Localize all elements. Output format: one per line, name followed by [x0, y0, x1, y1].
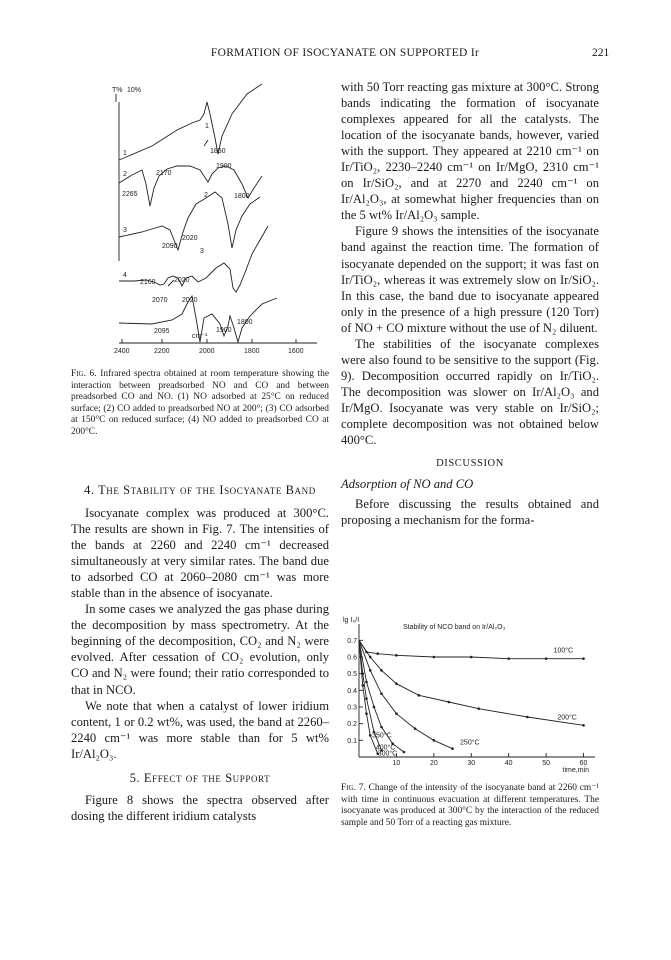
- fig7-data-point: [380, 726, 383, 729]
- fig6-curve-number-1: 1: [205, 123, 209, 130]
- left-column: [71, 482, 329, 824]
- fig6-annotation-2070: 2070: [152, 297, 168, 304]
- fig7-data-point: [365, 697, 368, 700]
- fig7-series-label: 100°C: [553, 647, 574, 655]
- fig6-annotation-2095: 2095: [154, 328, 170, 335]
- fig7-data-point: [380, 692, 383, 695]
- fig7-x-tick-label: 60: [579, 760, 588, 767]
- fig7-data-point: [582, 657, 585, 660]
- fig7-series-label: 200°C: [557, 714, 577, 722]
- fig7-data-point: [451, 747, 454, 750]
- fig7-data-point: [448, 701, 451, 704]
- fig6-annotation-1900-b: 1900: [216, 327, 232, 334]
- fig7-data-point: [373, 706, 376, 709]
- fig7-title: Stability of NCO band on Ir/Al₂O₃: [403, 624, 506, 631]
- right-paragraph-1: with 50 Torr reacting gas mixture at 300°C. Strong bands indicating the formation of isocyanate complexes appeared for all the catalysts. The location of the isocyanate bands, however, varied with the support. They appeared at 2210 cm⁻¹ on Ir/TiO₂, 2230–2240 cm⁻¹ on Ir/MgO, 2310 cm⁻¹ on Ir/SiO₂, and at 2270 and 2240 cm⁻¹ on Ir/Al₂O₃, at somewhat higher frequencies than on the 5 wt% Ir/Al₂O₃ sample.: [341, 80, 599, 223]
- fig7-series-label: 350°C: [372, 732, 392, 740]
- section-5-title: 5. Effect of the Support: [129, 770, 271, 785]
- right-column: [341, 79, 599, 528]
- left-paragraph-1: Isocyanate complex was produced at 300°C. The results are shown in Fig. 7. The intensities of the bands at 2260 and 2240 cm⁻¹ decreased simultaneously at very similar rates. The band due to adsorbed CO at 2060–2080 cm⁻¹ was more stable than in the absence of isocyanate.: [71, 506, 329, 601]
- page-number: 221: [592, 47, 610, 59]
- fig7-y-tick-label: 0.2: [347, 721, 357, 729]
- fig6-scale-bar-label: 10%: [127, 87, 142, 94]
- left-paragraph-2: In some cases we analyzed the gas phase during the decomposition by mass spectrometry. At the beginning of the decomposition, CO₂ and N₂ were evolved. After cessation of CO₂ evolution, only CO and N₂ were found; their ratio corresponded to that in NCO.: [71, 602, 329, 697]
- fig7-data-point: [361, 684, 364, 687]
- fig7-data-point: [369, 656, 372, 659]
- right-paragraph-3: The stabilities of the isocyanate complexes were also found to be sensitive to the support (Fig. 9). Decomposition occurred rapidly on Ir/TiO₂. The decomposition was slower on Ir/Al₂O₃ and Ir/MgO. Isocyanate was very stable on Ir/SiO₂; complete decomposition was not obtained below 400°C.: [341, 336, 599, 448]
- fig6-curve-number-2b: 2: [204, 192, 208, 199]
- page-header: [0, 47, 671, 63]
- fig7-series-label: 250°C: [460, 739, 480, 747]
- fig7-x-tick-label: 10: [392, 760, 401, 767]
- fig7-data-point: [433, 656, 436, 659]
- fig7-x-tick-label: 20: [429, 760, 438, 767]
- fig7-data-point: [365, 712, 368, 715]
- fig6-curve-number-3: 3: [123, 227, 127, 234]
- fig7-data-point: [395, 654, 398, 657]
- fig6-annotation-1900: 1900: [216, 163, 232, 170]
- fig7-data-point: [365, 681, 368, 684]
- subsection-title: Adsorption of NO and CO: [341, 477, 474, 492]
- figure-7-caption: [341, 783, 599, 829]
- fig6-annotation-2170: 2170: [156, 170, 172, 177]
- fig7-y-tick-label: 0.1: [347, 737, 357, 745]
- fig6-y-label: T%: [112, 87, 123, 94]
- figure-6-spectra: [112, 80, 337, 390]
- fig7-data-point: [582, 724, 585, 727]
- fig7-caption-label: Fig. 7.: [341, 783, 366, 793]
- fig7-y-tick-label: 0.6: [347, 654, 357, 662]
- fig7-data-point: [361, 672, 364, 675]
- fig7-y-tick-label: 0.4: [347, 687, 357, 695]
- fig7-data-point: [369, 669, 372, 672]
- fig6-curve-number-3b: 3: [200, 248, 204, 255]
- fig6-x-tick-1600: 1600: [288, 348, 304, 355]
- spectrum-curve-2: [119, 166, 262, 206]
- spectrum-curve-1: [119, 84, 262, 160]
- fig7-data-point: [418, 694, 421, 697]
- fig6-annotation-2160: 2160: [140, 279, 156, 286]
- fig6-x-tick-2200: 2200: [154, 348, 170, 355]
- fig6-curve-number-2: 2: [123, 171, 127, 178]
- fig7-data-point: [526, 716, 529, 719]
- left-paragraph-3: We note that when a catalyst of lower iridium content, 1 or 0.2 wt%, was used, the band at 2260–2240 cm⁻¹ was more stable than for 5 wt% Ir/Al₂O₃.: [71, 698, 329, 761]
- left-paragraph-4: Figure 8 shows the spectra observed after dosing the different iridium catalysts: [71, 792, 329, 823]
- fig7-caption-text: Change of the intensity of the isocyanate band at 2260 cm⁻¹ with time in continuous evacuation at different temperatures. The isocyanate was produced at 300°C by the interaction of the reduced sample and 50 Torr of a reacting gas mixture.: [341, 783, 599, 828]
- fig6-caption-text: Infrared spectra obtained at room temperature showing the interaction between preadsorbed NO and CO and between preadsorbed CO and NO. (1) NO adsorbed at 25°C on reduced surface; (2) CO added to preadsorbed NO at 200°; (3) CO adsorbed at 150°C on reduced surface; (4) NO added to preadsorbed CO at 200°C.: [71, 369, 330, 437]
- fig7-series-label: 300°C: [377, 750, 398, 758]
- figure-7-chart: [341, 612, 603, 777]
- fig7-y-label: lg I₀/I: [343, 617, 360, 624]
- fig7-y-tick-label: 0.5: [347, 671, 357, 679]
- fig6-annotation-2020-b: 2020: [182, 297, 198, 304]
- fig7-x-label: time,min: [562, 767, 589, 774]
- fig7-data-point: [403, 751, 406, 754]
- fig7-series-label: 400°C: [375, 744, 396, 752]
- fig7-data-point: [380, 669, 383, 672]
- fig7-series-line: [359, 640, 584, 725]
- fig6-curve-number-4: 4: [123, 272, 127, 279]
- fig7-data-point: [545, 657, 548, 660]
- fig7-y-tick-label: 0.3: [347, 704, 357, 712]
- right-paragraph-4: Before discussing the results obtained and proposing a mechanism for the forma-: [341, 497, 599, 528]
- fig7-data-point: [395, 682, 398, 685]
- section-4-title: 4. The Stability of the Isocyanate Band: [84, 483, 316, 497]
- fig6-caption-label: Fig. 6.: [71, 369, 97, 379]
- fig7-data-point: [395, 712, 398, 715]
- fig6-annotation-2090: 2090: [162, 243, 178, 250]
- right-paragraph-2: Figure 9 shows the intensities of the isocyanate band against the reaction time. The formation of isocyanate depended on the support; it was fast on Ir/TiO₂, whereas it was extremely slow on Ir/SiO₂. In this case, the band due to isocyanate appeared only in the presence of a high pressure (120 Torr) of NO + CO mixture without the use of N₂ diluent.: [341, 224, 599, 335]
- fig6-x-tick-2400: 2400: [114, 348, 130, 355]
- discussion-title: DISCUSSION: [436, 458, 504, 470]
- fig7-x-tick-label: 40: [504, 760, 513, 767]
- fig7-data-point: [414, 727, 417, 730]
- fig7-data-point: [477, 707, 480, 710]
- fig7-data-point: [376, 652, 379, 655]
- fig6-annotation-2265: 2265: [122, 191, 138, 198]
- fig6-annotation-1800-b: 1800: [237, 319, 253, 326]
- fig6-annotation-2020-a: 2020: [174, 277, 190, 284]
- fig6-x-tick-2000: 2000: [199, 348, 215, 355]
- fig7-data-point: [470, 656, 473, 659]
- fig6-x-unit: cm⁻¹: [192, 333, 208, 340]
- fig7-x-tick-label: 30: [467, 760, 476, 767]
- fig7-data-point: [365, 651, 368, 654]
- fig7-y-tick-label: 0.7: [347, 637, 357, 645]
- fig6-x-tick-1800: 1800: [244, 348, 260, 355]
- figure-6-caption: [71, 369, 329, 438]
- fig7-data-point: [433, 739, 436, 742]
- fig7-x-tick-label: 50: [542, 760, 550, 767]
- fig6-annotation-1800: 1800: [234, 193, 250, 200]
- fig7-data-point: [507, 657, 510, 660]
- running-title: FORMATION OF ISOCYANATE ON SUPPORTED Ir: [210, 47, 480, 59]
- fig6-annotation-2020: 2020: [182, 235, 198, 242]
- fig6-annotation-1850: 1850: [210, 148, 226, 155]
- fig6-curve-number-1b: 1: [123, 150, 127, 157]
